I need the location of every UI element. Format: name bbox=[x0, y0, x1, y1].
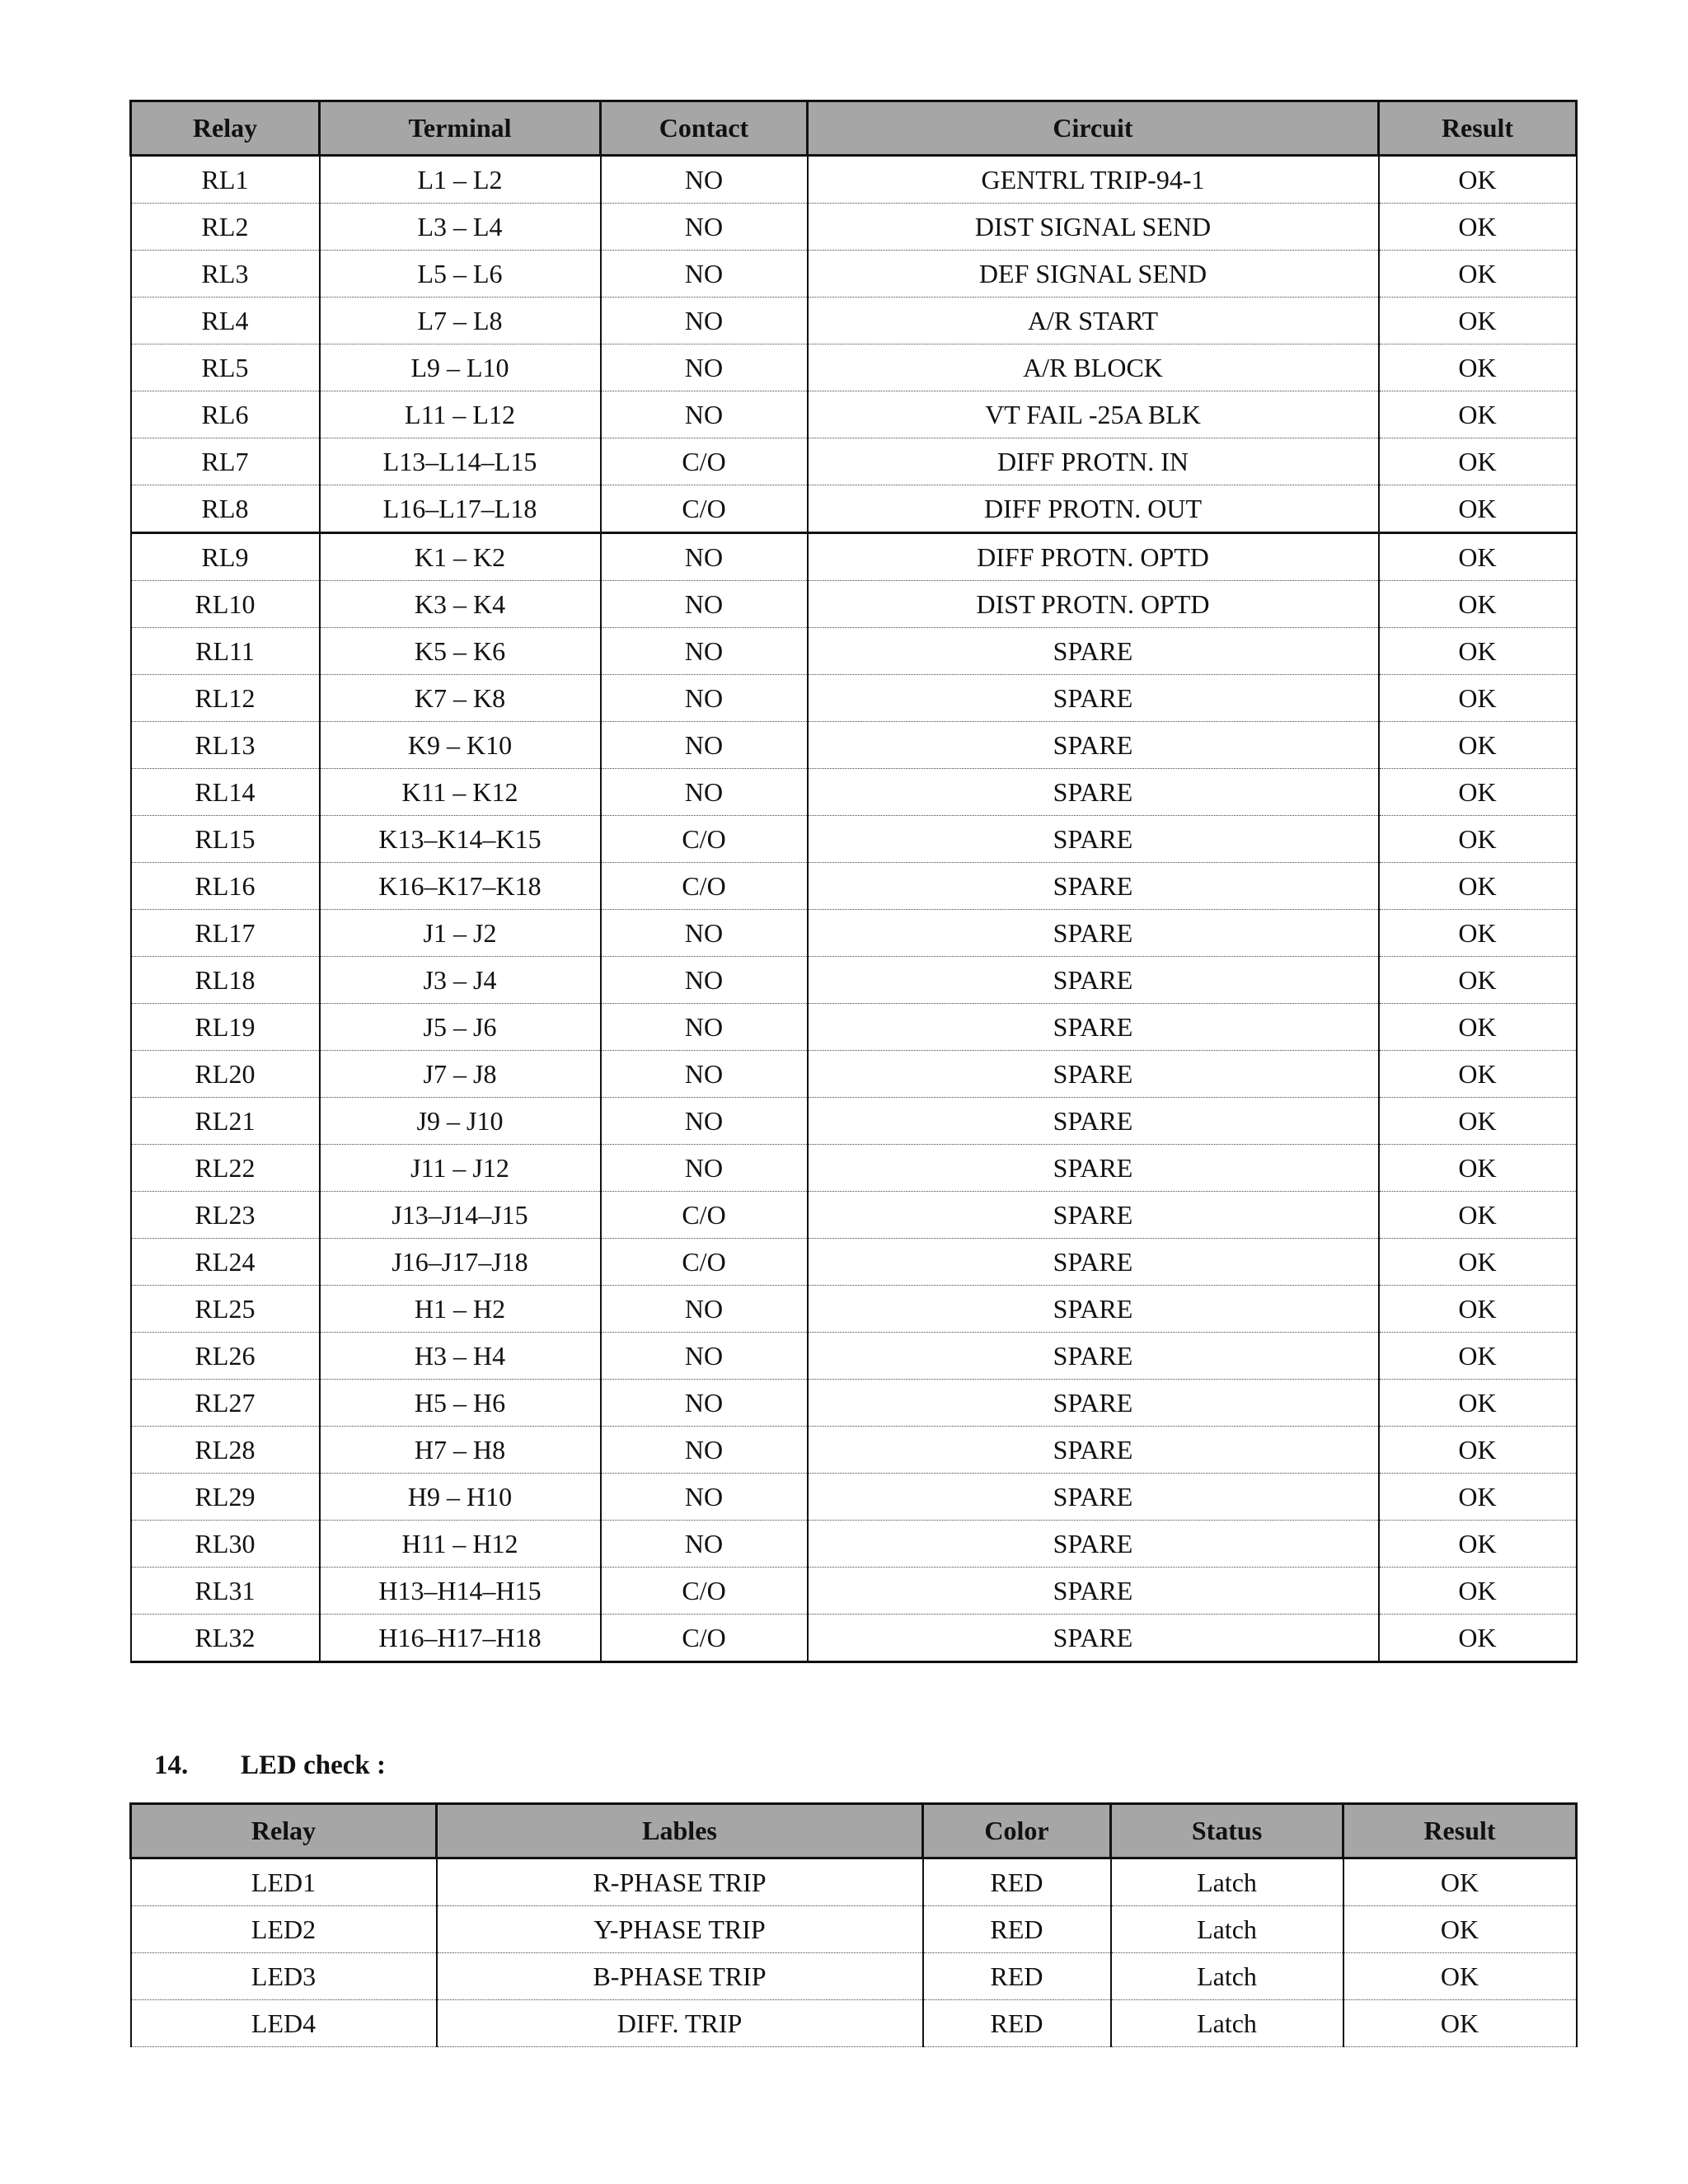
contact-cell: NO bbox=[601, 581, 808, 628]
status-cell: Latch bbox=[1111, 1953, 1343, 2000]
terminal-cell: H5 – H6 bbox=[320, 1380, 601, 1427]
label-cell: R-PHASE TRIP bbox=[437, 1858, 923, 1906]
circuit-cell: SPARE bbox=[808, 1004, 1379, 1051]
table-row bbox=[131, 1192, 1577, 1239]
relay-contact-table bbox=[129, 100, 1578, 1663]
contact-cell: C/O bbox=[601, 1192, 808, 1239]
circuit-cell: SPARE bbox=[808, 1427, 1379, 1474]
status-cell: Latch bbox=[1111, 2000, 1343, 2047]
relay-cell: RL5 bbox=[131, 344, 320, 391]
result-cell: OK bbox=[1343, 1953, 1577, 2000]
table-row bbox=[131, 910, 1577, 957]
result-cell: OK bbox=[1379, 1286, 1577, 1333]
result-cell: OK bbox=[1379, 910, 1577, 957]
contact-cell: NO bbox=[601, 769, 808, 816]
table-row bbox=[131, 156, 1577, 204]
circuit-cell: SPARE bbox=[808, 1098, 1379, 1145]
section-number: 14. bbox=[154, 1750, 189, 1780]
result-cell: OK bbox=[1379, 1145, 1577, 1192]
relay-cell: LED2 bbox=[131, 1906, 437, 1953]
header-relay: Relay bbox=[131, 1804, 437, 1858]
result-cell: OK bbox=[1379, 581, 1577, 628]
relay-cell: RL32 bbox=[131, 1615, 320, 1662]
table-row bbox=[131, 204, 1577, 251]
terminal-cell: K13–K14–K15 bbox=[320, 816, 601, 863]
contact-cell: NO bbox=[601, 1051, 808, 1098]
relay-cell: RL14 bbox=[131, 769, 320, 816]
result-cell: OK bbox=[1379, 204, 1577, 251]
section-title: LED check : bbox=[241, 1750, 386, 1780]
header-color: Color bbox=[923, 1804, 1111, 1858]
result-cell: OK bbox=[1379, 1192, 1577, 1239]
terminal-cell: L5 – L6 bbox=[320, 251, 601, 298]
circuit-cell: SPARE bbox=[808, 1239, 1379, 1286]
header-circuit: Circuit bbox=[808, 101, 1379, 156]
table-row bbox=[131, 628, 1577, 675]
relay-cell: RL15 bbox=[131, 816, 320, 863]
circuit-cell: DIFF PROTN. OUT bbox=[808, 485, 1379, 533]
table-row bbox=[131, 438, 1577, 485]
header-result: Result bbox=[1379, 101, 1577, 156]
relay-cell: RL18 bbox=[131, 957, 320, 1004]
relay-cell: RL16 bbox=[131, 863, 320, 910]
relay-cell: RL28 bbox=[131, 1427, 320, 1474]
result-cell: OK bbox=[1379, 1004, 1577, 1051]
result-cell: OK bbox=[1343, 1906, 1577, 1953]
circuit-cell: GENTRL TRIP-94-1 bbox=[808, 156, 1379, 204]
circuit-cell: SPARE bbox=[808, 910, 1379, 957]
status-cell: Latch bbox=[1111, 1906, 1343, 1953]
header-status: Status bbox=[1111, 1804, 1343, 1858]
table-row bbox=[131, 1568, 1577, 1615]
relay-cell: RL17 bbox=[131, 910, 320, 957]
relay-cell: RL6 bbox=[131, 391, 320, 438]
contact-cell: C/O bbox=[601, 1568, 808, 1615]
table-row bbox=[131, 1615, 1577, 1662]
circuit-cell: SPARE bbox=[808, 1333, 1379, 1380]
relay-cell: LED3 bbox=[131, 1953, 437, 2000]
terminal-cell: H9 – H10 bbox=[320, 1474, 601, 1521]
header-contact: Contact bbox=[601, 101, 808, 156]
section-heading-led-check bbox=[154, 1750, 386, 1781]
contact-cell: NO bbox=[601, 251, 808, 298]
relay-cell: RL19 bbox=[131, 1004, 320, 1051]
terminal-cell: K7 – K8 bbox=[320, 675, 601, 722]
result-cell: OK bbox=[1379, 391, 1577, 438]
contact-cell: NO bbox=[601, 344, 808, 391]
table-row bbox=[131, 1145, 1577, 1192]
terminal-cell: L11 – L12 bbox=[320, 391, 601, 438]
terminal-cell: J1 – J2 bbox=[320, 910, 601, 957]
result-cell: OK bbox=[1379, 1098, 1577, 1145]
relay-cell: RL3 bbox=[131, 251, 320, 298]
result-cell: OK bbox=[1379, 485, 1577, 533]
result-cell: OK bbox=[1379, 1051, 1577, 1098]
result-cell: OK bbox=[1379, 1568, 1577, 1615]
terminal-cell: J9 – J10 bbox=[320, 1098, 601, 1145]
relay-cell: RL7 bbox=[131, 438, 320, 485]
relay-cell: RL8 bbox=[131, 485, 320, 533]
terminal-cell: J11 – J12 bbox=[320, 1145, 601, 1192]
relay-cell: RL20 bbox=[131, 1051, 320, 1098]
circuit-cell: SPARE bbox=[808, 722, 1379, 769]
table-row bbox=[131, 391, 1577, 438]
circuit-cell: SPARE bbox=[808, 1051, 1379, 1098]
terminal-cell: H1 – H2 bbox=[320, 1286, 601, 1333]
table-header-row bbox=[131, 101, 1577, 156]
result-cell: OK bbox=[1379, 251, 1577, 298]
table-row bbox=[131, 1427, 1577, 1474]
terminal-cell: J3 – J4 bbox=[320, 957, 601, 1004]
color-cell: RED bbox=[923, 1906, 1111, 1953]
circuit-cell: A/R START bbox=[808, 298, 1379, 344]
terminal-cell: K9 – K10 bbox=[320, 722, 601, 769]
result-cell: OK bbox=[1379, 156, 1577, 204]
circuit-cell: SPARE bbox=[808, 957, 1379, 1004]
terminal-cell: H11 – H12 bbox=[320, 1521, 601, 1568]
relay-cell: RL10 bbox=[131, 581, 320, 628]
table-header-row bbox=[131, 1804, 1577, 1858]
contact-cell: C/O bbox=[601, 438, 808, 485]
circuit-cell: DIFF PROTN. IN bbox=[808, 438, 1379, 485]
terminal-cell: L13–L14–L15 bbox=[320, 438, 601, 485]
contact-cell: NO bbox=[601, 1380, 808, 1427]
result-cell: OK bbox=[1379, 1333, 1577, 1380]
table-row bbox=[131, 1051, 1577, 1098]
table-row bbox=[131, 1098, 1577, 1145]
relay-cell: RL12 bbox=[131, 675, 320, 722]
terminal-cell: J16–J17–J18 bbox=[320, 1239, 601, 1286]
result-cell: OK bbox=[1379, 1380, 1577, 1427]
result-cell: OK bbox=[1379, 1521, 1577, 1568]
result-cell: OK bbox=[1379, 298, 1577, 344]
relay-cell: RL4 bbox=[131, 298, 320, 344]
header-result: Result bbox=[1343, 1804, 1577, 1858]
terminal-cell: H7 – H8 bbox=[320, 1427, 601, 1474]
circuit-cell: VT FAIL -25A BLK bbox=[808, 391, 1379, 438]
result-cell: OK bbox=[1379, 1615, 1577, 1662]
color-cell: RED bbox=[923, 1858, 1111, 1906]
contact-cell: NO bbox=[601, 1474, 808, 1521]
result-cell: OK bbox=[1379, 769, 1577, 816]
contact-cell: NO bbox=[601, 1098, 808, 1145]
circuit-cell: DEF SIGNAL SEND bbox=[808, 251, 1379, 298]
circuit-cell: A/R BLOCK bbox=[808, 344, 1379, 391]
table-row bbox=[131, 581, 1577, 628]
color-cell: RED bbox=[923, 1953, 1111, 2000]
contact-cell: C/O bbox=[601, 863, 808, 910]
result-cell: OK bbox=[1379, 533, 1577, 581]
table-row bbox=[131, 1380, 1577, 1427]
circuit-cell: SPARE bbox=[808, 675, 1379, 722]
result-cell: OK bbox=[1379, 1427, 1577, 1474]
contact-cell: NO bbox=[601, 1333, 808, 1380]
circuit-cell: SPARE bbox=[808, 1474, 1379, 1521]
circuit-cell: SPARE bbox=[808, 1286, 1379, 1333]
contact-cell: NO bbox=[601, 910, 808, 957]
relay-cell: RL25 bbox=[131, 1286, 320, 1333]
terminal-cell: H16–H17–H18 bbox=[320, 1615, 601, 1662]
table-row bbox=[131, 1333, 1577, 1380]
table-row bbox=[131, 251, 1577, 298]
result-cell: OK bbox=[1379, 816, 1577, 863]
table-row bbox=[131, 1239, 1577, 1286]
result-cell: OK bbox=[1379, 344, 1577, 391]
relay-cell: RL30 bbox=[131, 1521, 320, 1568]
table-row bbox=[131, 1521, 1577, 1568]
label-cell: Y-PHASE TRIP bbox=[437, 1906, 923, 1953]
terminal-cell: L9 – L10 bbox=[320, 344, 601, 391]
relay-cell: RL21 bbox=[131, 1098, 320, 1145]
table-row bbox=[131, 675, 1577, 722]
relay-cell: RL29 bbox=[131, 1474, 320, 1521]
relay-cell: RL26 bbox=[131, 1333, 320, 1380]
contact-cell: C/O bbox=[601, 1615, 808, 1662]
label-cell: B-PHASE TRIP bbox=[437, 1953, 923, 2000]
terminal-cell: K11 – K12 bbox=[320, 769, 601, 816]
table-row bbox=[131, 2000, 1577, 2047]
relay-cell: RL24 bbox=[131, 1239, 320, 1286]
contact-cell: NO bbox=[601, 1286, 808, 1333]
circuit-cell: SPARE bbox=[808, 816, 1379, 863]
relay-cell: RL13 bbox=[131, 722, 320, 769]
terminal-cell: H3 – H4 bbox=[320, 1333, 601, 1380]
contact-cell: NO bbox=[601, 533, 808, 581]
table-row bbox=[131, 1906, 1577, 1953]
contact-cell: C/O bbox=[601, 485, 808, 533]
terminal-cell: J5 – J6 bbox=[320, 1004, 601, 1051]
contact-cell: C/O bbox=[601, 1239, 808, 1286]
status-cell: Latch bbox=[1111, 1858, 1343, 1906]
contact-cell: NO bbox=[601, 1427, 808, 1474]
circuit-cell: SPARE bbox=[808, 863, 1379, 910]
result-cell: OK bbox=[1379, 1474, 1577, 1521]
result-cell: OK bbox=[1379, 675, 1577, 722]
contact-cell: NO bbox=[601, 957, 808, 1004]
circuit-cell: SPARE bbox=[808, 1380, 1379, 1427]
contact-cell: NO bbox=[601, 722, 808, 769]
table-row bbox=[131, 1004, 1577, 1051]
contact-cell: NO bbox=[601, 1521, 808, 1568]
circuit-cell: DIFF PROTN. OPTD bbox=[808, 533, 1379, 581]
circuit-cell: SPARE bbox=[808, 1568, 1379, 1615]
relay-cell: RL22 bbox=[131, 1145, 320, 1192]
result-cell: OK bbox=[1379, 438, 1577, 485]
table-row bbox=[131, 722, 1577, 769]
contact-cell: NO bbox=[601, 1004, 808, 1051]
relay-cell: RL23 bbox=[131, 1192, 320, 1239]
relay-cell: RL27 bbox=[131, 1380, 320, 1427]
terminal-cell: K16–K17–K18 bbox=[320, 863, 601, 910]
circuit-cell: SPARE bbox=[808, 628, 1379, 675]
table-row bbox=[131, 298, 1577, 344]
contact-cell: C/O bbox=[601, 816, 808, 863]
relay-cell: RL1 bbox=[131, 156, 320, 204]
terminal-cell: K1 – K2 bbox=[320, 533, 601, 581]
table-row bbox=[131, 1474, 1577, 1521]
contact-cell: NO bbox=[601, 298, 808, 344]
result-cell: OK bbox=[1379, 722, 1577, 769]
circuit-cell: DIST PROTN. OPTD bbox=[808, 581, 1379, 628]
circuit-cell: SPARE bbox=[808, 1192, 1379, 1239]
contact-cell: NO bbox=[601, 391, 808, 438]
label-cell: DIFF. TRIP bbox=[437, 2000, 923, 2047]
terminal-cell: J13–J14–J15 bbox=[320, 1192, 601, 1239]
header-lables: Lables bbox=[437, 1804, 923, 1858]
terminal-cell: J7 – J8 bbox=[320, 1051, 601, 1098]
table-row bbox=[131, 1953, 1577, 2000]
relay-cell: LED1 bbox=[131, 1858, 437, 1906]
circuit-cell: SPARE bbox=[808, 769, 1379, 816]
circuit-cell: SPARE bbox=[808, 1145, 1379, 1192]
circuit-cell: SPARE bbox=[808, 1521, 1379, 1568]
contact-cell: NO bbox=[601, 1145, 808, 1192]
terminal-cell: H13–H14–H15 bbox=[320, 1568, 601, 1615]
result-cell: OK bbox=[1343, 1858, 1577, 1906]
result-cell: OK bbox=[1379, 1239, 1577, 1286]
table-row bbox=[131, 485, 1577, 533]
relay-cell: RL2 bbox=[131, 204, 320, 251]
circuit-cell: DIST SIGNAL SEND bbox=[808, 204, 1379, 251]
table-row bbox=[131, 957, 1577, 1004]
terminal-cell: K3 – K4 bbox=[320, 581, 601, 628]
table-row bbox=[131, 533, 1577, 581]
terminal-cell: L1 – L2 bbox=[320, 156, 601, 204]
terminal-cell: L7 – L8 bbox=[320, 298, 601, 344]
result-cell: OK bbox=[1379, 957, 1577, 1004]
header-terminal: Terminal bbox=[320, 101, 601, 156]
relay-cell: LED4 bbox=[131, 2000, 437, 2047]
color-cell: RED bbox=[923, 2000, 1111, 2047]
table-row bbox=[131, 863, 1577, 910]
result-cell: OK bbox=[1379, 863, 1577, 910]
table-row bbox=[131, 769, 1577, 816]
circuit-cell: SPARE bbox=[808, 1615, 1379, 1662]
led-check-table bbox=[129, 1802, 1578, 2047]
relay-cell: RL11 bbox=[131, 628, 320, 675]
header-relay: Relay bbox=[131, 101, 320, 156]
terminal-cell: L16–L17–L18 bbox=[320, 485, 601, 533]
table-row bbox=[131, 344, 1577, 391]
contact-cell: NO bbox=[601, 675, 808, 722]
relay-cell: RL31 bbox=[131, 1568, 320, 1615]
terminal-cell: K5 – K6 bbox=[320, 628, 601, 675]
terminal-cell: L3 – L4 bbox=[320, 204, 601, 251]
contact-cell: NO bbox=[601, 628, 808, 675]
table-row bbox=[131, 1858, 1577, 1906]
table-row bbox=[131, 816, 1577, 863]
result-cell: OK bbox=[1343, 2000, 1577, 2047]
table-row bbox=[131, 1286, 1577, 1333]
contact-cell: NO bbox=[601, 156, 808, 204]
contact-cell: NO bbox=[601, 204, 808, 251]
relay-cell: RL9 bbox=[131, 533, 320, 581]
result-cell: OK bbox=[1379, 628, 1577, 675]
